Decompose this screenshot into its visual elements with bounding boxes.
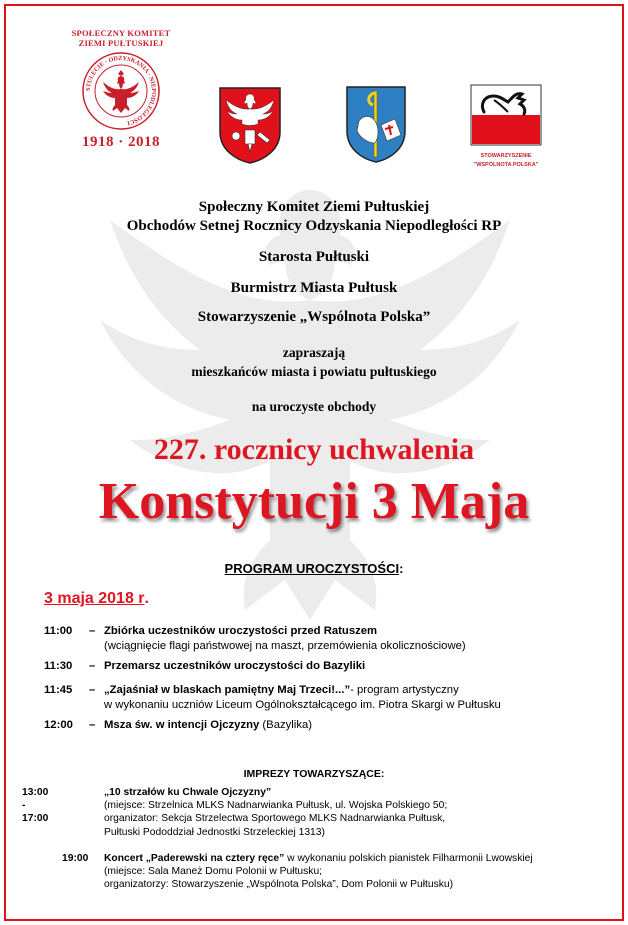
schedule-title: Przemarsz uczestników uroczystości do Bazyliki (104, 660, 366, 672)
extra-event-detail: organizatorzy: Stowarzyszenie „Wspólnota Polska”, Dom Polonii w Pułtusku) (104, 879, 454, 891)
pultusk-town-crest-icon (345, 85, 407, 163)
committee-logo (62, 28, 180, 168)
schedule-detail: w wykonaniu uczniów Liceum Ogólnokształcącego im. Piotra Skargi w Pułtusku (104, 699, 501, 711)
schedule-time: 11:30 (44, 660, 73, 672)
schedule-title-rest: (Bazylika) (259, 719, 313, 731)
schedule-time: 11:00 (44, 625, 73, 637)
eagle-emblem-icon (80, 50, 162, 132)
event-date: 3 maja 2018 r. (44, 590, 149, 607)
schedule-title-rest: - program artystyczny (350, 684, 459, 696)
wspolnota-caption-1: STOWARZYSZENIE (480, 153, 532, 159)
schedule-detail: (wciągnięcie flagi państwowej na maszt, przemówienia okolicznościowe) (104, 640, 466, 652)
invite-line-1: zapraszają (282, 345, 346, 360)
wspolnota-polska-logo (470, 84, 542, 166)
committee-years: 1918 · 2018 (81, 134, 160, 150)
schedule-time: 12:00 (44, 719, 73, 731)
extra-event-detail: (miejsce: Strzelnica MLKS Nadnarwianka Pułtusk, ul. Wojska Polskiego 50; (104, 800, 448, 812)
main-title-line-2: Konstytucji 3 Maja (98, 473, 530, 530)
wspolnota-caption-2: "WSPÓLNOTA POLSKA" (473, 161, 539, 168)
committee-logo-subtitle: ZIEMI PUŁTUSKIEJ (78, 38, 164, 48)
pultusk-county-crest-icon (218, 86, 282, 164)
extra-event-title: Koncert „Paderewski na cztery ręce” (104, 853, 285, 864)
organizer-line-3: Starosta Pułtuski (258, 249, 370, 265)
committee-ring-text: STULECIE · ODZYSKANIA · NIEPODLEGŁOŚCI (84, 54, 158, 127)
main-title-line-1: 227. rocznicy uchwalenia (153, 433, 475, 466)
schedule-title: Msza św. w intencji Ojczyzny (104, 719, 260, 731)
extra-event-time: 19:00 (62, 853, 89, 864)
extra-event-title: „10 strzałów ku Chwale Ojczyzny” (104, 787, 272, 798)
organizer-line-1: Społeczny Komitet Ziemi Pułtuskiej (198, 199, 430, 215)
wspolnota-polska-emblem-icon (470, 84, 542, 146)
program-heading: PROGRAM UROCZYSTOŚCI: (224, 561, 404, 576)
extra-event-detail: (miejsce: Sala Maneż Domu Polonii w Pułtusku; (104, 866, 323, 878)
committee-logo-title: SPOŁECZNY KOMITET (71, 28, 171, 38)
extra-event-detail: Pułtuski Pododdział Jednostki Strzeleckiej 1313) (104, 826, 325, 838)
organizer-line-2: Obchodów Setnej Rocznicy Odzyskania Niepodległości RP (126, 218, 502, 234)
extra-event-time: 13:00 - 17:00 (22, 787, 49, 825)
schedule-title: „Zajaśniał w blaskach pamiętny Maj Trzeci!...” (104, 684, 351, 696)
schedule-title: Zbiórka uczestników uroczystości przed Ratuszem (104, 625, 378, 637)
invite-line-2: mieszkańców miasta i powiatu pułtuskiego (191, 364, 437, 379)
schedule-time: 11:45 (44, 684, 73, 696)
extras-heading: IMPREZY TOWARZYSZĄCE: (243, 768, 385, 780)
organizer-line-5: Stowarzyszenie „Wspólnota Polska” (197, 309, 431, 325)
invite-line-3: na uroczyste obchody (251, 399, 377, 414)
extra-event-title-rest: w wykonaniu polskich pianistek Filharmonii Lwowskiej (284, 853, 533, 864)
organizer-line-4: Burmistrz Miasta Pułtusk (230, 280, 398, 296)
extra-event-detail: organizator: Sekcja Strzelectwa Sportowego MLKS Nadnarwianka Pułtusk, (104, 813, 446, 825)
